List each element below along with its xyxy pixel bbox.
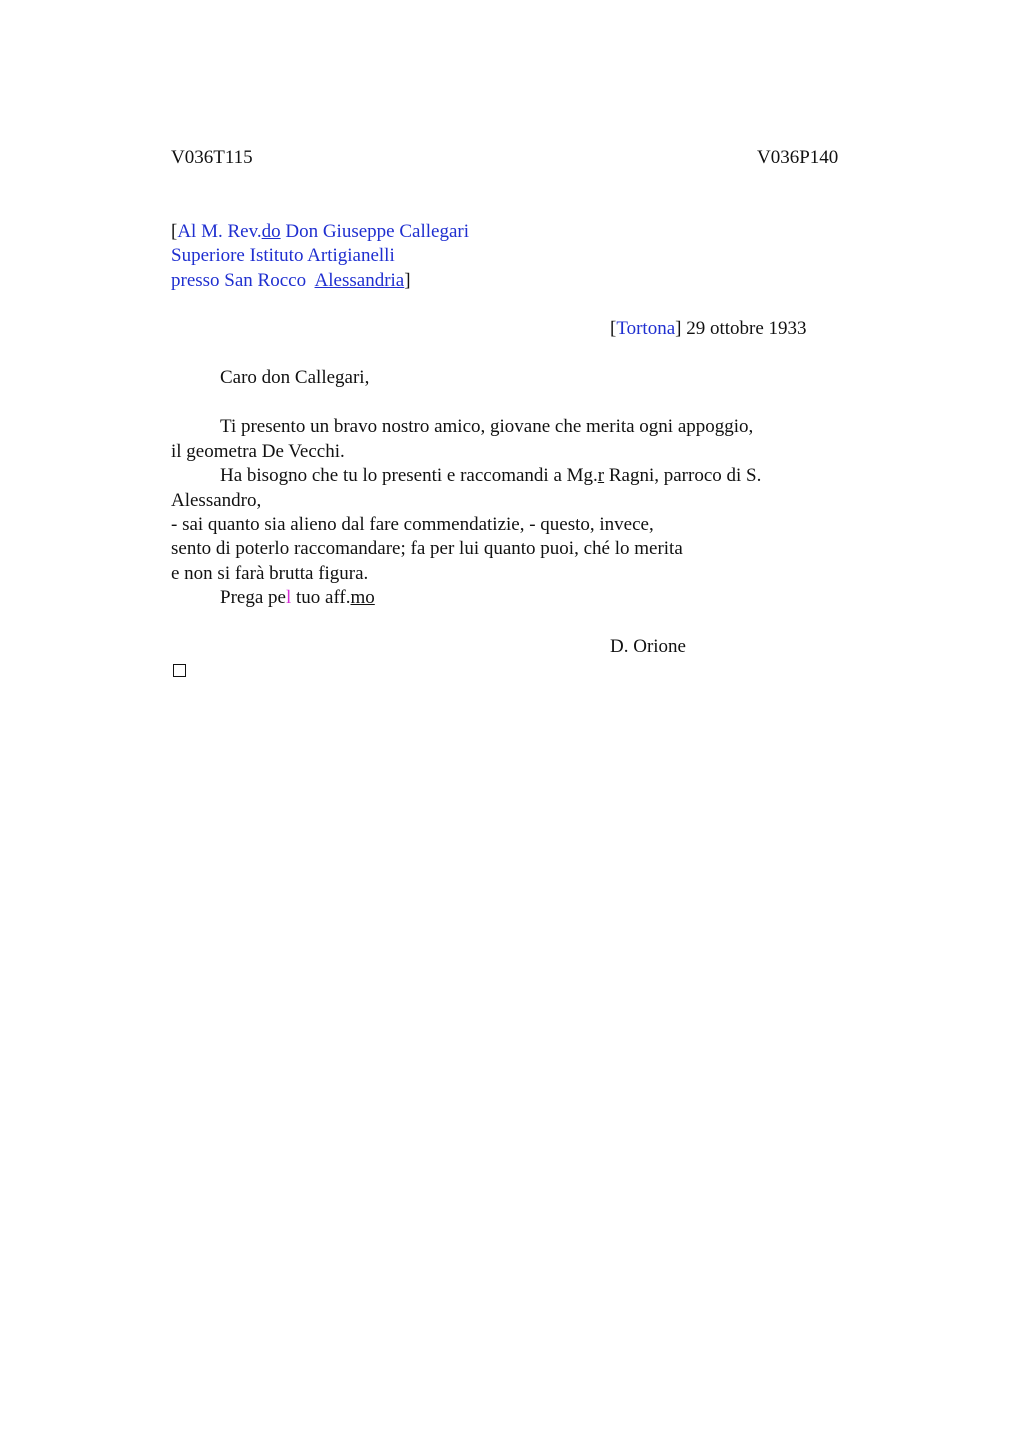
salutation: Caro don Callegari, — [220, 367, 370, 388]
address-open-bracket: [ — [171, 221, 178, 242]
end-of-document-box-icon — [173, 664, 186, 677]
body-p2-line-3: - sai quanto sia alieno dal fare commendatizie, - questo, invece, — [171, 514, 654, 535]
dateline — [610, 317, 807, 341]
body-p1-line-2: il geometra De Vecchi. — [171, 441, 345, 462]
closing-insert: l — [285, 587, 292, 608]
address-line-3 — [171, 269, 411, 293]
address-line-1 — [171, 220, 469, 244]
document-code-left: V036T115 — [171, 147, 253, 168]
address-recipient-title: Al M. Rev. — [177, 221, 262, 242]
address-recipient-name: Don Giuseppe Callegari — [280, 221, 469, 242]
document-code-right: V036P140 — [757, 147, 839, 168]
body-p1-line-1: Ti presento un bravo nostro amico, giovane che merita ogni appoggio, — [220, 416, 754, 437]
address-presso: presso San Rocco — [171, 270, 315, 291]
dateline-open-bracket: [ — [610, 318, 617, 339]
closing-b: tuo aff. — [291, 587, 351, 608]
address-recipient-abbrev: do — [261, 221, 281, 242]
closing-line — [220, 586, 375, 610]
closing-a: Prega pe — [220, 587, 286, 608]
address-city: Alessandria — [314, 270, 405, 291]
body-p2-line-5: e non si farà brutta figura. — [171, 563, 369, 584]
body-p2-line-2: Alessandro, — [171, 490, 262, 511]
dateline-place: Tortona — [616, 318, 676, 339]
body-p2-line-1-a: Ha bisogno che tu lo presenti e raccomandi a Mg. — [220, 465, 598, 486]
body-p2-line-4: sento di poterlo raccomandare; fa per lui quanto puoi, ché lo merita — [171, 538, 683, 559]
body-p2-line-1-super: r — [597, 465, 605, 486]
dateline-date: ] 29 ottobre 1933 — [675, 318, 807, 339]
address-line-2: Superiore Istituto Artigianelli — [171, 245, 395, 266]
address-close-bracket: ] — [404, 270, 411, 291]
signature: D. Orione — [610, 636, 686, 657]
body-p2-line-1 — [220, 464, 761, 488]
body-p2-line-1-b: Ragni, parroco di S. — [604, 465, 762, 486]
closing-super: mo — [350, 587, 375, 608]
